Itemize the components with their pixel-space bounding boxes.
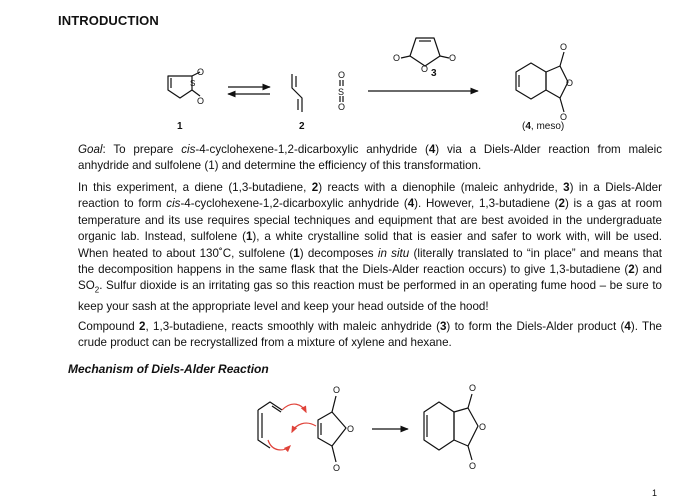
compound-paragraph: Compound 2, 1,3-butadiene, reacts smoothly with maleic anhydride (3) to form the Diels-Alder product (4). The crude product can be recrystallized from a mixture of xylene and hexane. (78, 320, 662, 350)
atom-label-o: O (347, 424, 355, 434)
atom-label-s: S (338, 87, 345, 97)
goal-label: Goal (78, 143, 103, 156)
compound-number-2: 2 (299, 121, 305, 132)
compound-label-4: (4, meso) (522, 121, 565, 132)
compound-number-3: 3 (431, 68, 437, 79)
atom-label-o: O (449, 53, 457, 63)
mechanism-heading: Mechanism of Diels-Alder Reaction (68, 362, 269, 376)
atom-label-o: O (560, 112, 568, 122)
atom-label-o: O (566, 78, 574, 88)
compound-number-1: 1 (177, 121, 183, 132)
atom-label-o: O (560, 42, 568, 52)
mechanism-product (424, 394, 478, 460)
atom-label-o: O (393, 53, 401, 63)
atom-label-o: O (469, 461, 477, 471)
goal-paragraph: Goal: To prepare cis-4-cyclohexene-1,2-dicarboxylic anhydride (4) via a Diels-Alder reaction from maleic anhydride and sulfolene (1) and determine the efficiency of this transformation. (78, 143, 663, 173)
atom-label-o: O (333, 385, 341, 395)
section-heading: INTRODUCTION (58, 13, 159, 28)
mechanism-dienophile (318, 396, 346, 462)
atom-label-o: O (421, 64, 429, 74)
page-number: 1 (652, 488, 658, 498)
atom-label-o: O (197, 96, 205, 106)
atom-label-o: O (469, 383, 477, 393)
electron-arrows (268, 404, 316, 450)
mechanism-diene (258, 402, 282, 448)
atom-label-s: S (190, 79, 196, 88)
atom-label-o: O (333, 463, 341, 473)
atom-label-o: O (338, 102, 346, 112)
experiment-paragraph: In this experiment, a diene (1,3-butadiene, 2) reacts with a dienophile (maleic anhydride, 3) in a Diels-Alder reaction to form cis-4-cyclohexene-1,2-dicarboxylic anhydride (4). However, 1,3-butadiene (2) is a gas at room temperature and its use requires special techniques and equipment that are best avoided in the undergraduate organic lab. Instead, sulfolene (1), a white crystalline solid that is easier and safer to work with, will be used. When heated to about 130˚C, sulfolene (1) decomposes in situ (literally translated to “in place” and means that the decomposition happens in the same flask that the Diels-Alder reaction occurs) to give 1,3-butadiene (2) and $SO_2$. Sulfur dioxide is an irritating gas so this reaction must be performed in an operating fume hood – be sure to keep your sash at the appropriate level and keep your head outside of the hood! (78, 181, 663, 314)
atom-label-o: O (338, 70, 346, 80)
atom-label-o: O (479, 422, 487, 432)
atom-label-o: O (197, 67, 205, 77)
